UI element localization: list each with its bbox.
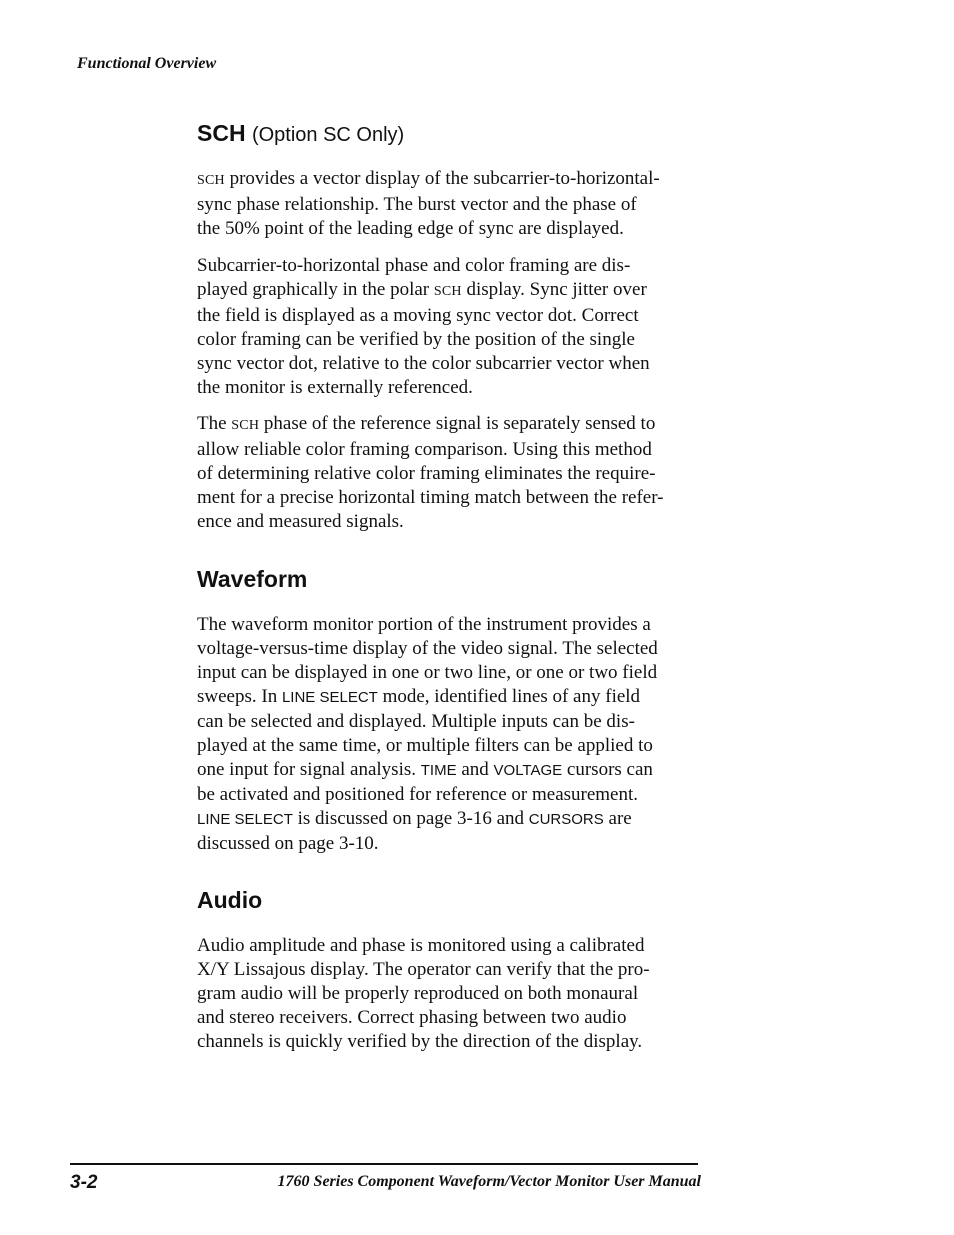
section-title-sch [197,120,404,147]
text-line [197,167,660,193]
text-run: display. Sync jitter over [461,279,647,300]
text-line: channels is quickly verified by the direction of the display. [197,1031,643,1052]
text-line: sync vector dot, relative to the color subcarrier vector when [197,353,650,374]
text-run: and [456,759,494,780]
text-line: and stereo receivers. Correct phasing between two audio [197,1007,627,1028]
text-run: cursors can [562,759,653,780]
text-run: The [197,413,232,434]
text-run: provides a vector display of the subcarrier-to-horizontal- [224,168,660,189]
text-line: color framing can be verified by the position of the single [197,329,635,350]
sch-subtitle: (Option SC Only) [251,124,405,146]
text-run: is discussed on page 3-16 and [292,808,529,829]
text-line: of determining relative color framing eliminates the require- [197,463,656,484]
text-line: played at the same time, or multiple filters can be applied to [197,735,653,756]
text-line: The waveform monitor portion of the instrument provides a [197,614,651,635]
sch-paragraph-3 [197,412,664,534]
text-line: Audio amplitude and phase is monitored using a calibrated [197,935,645,956]
text-line: discussed on page 3-10. [197,833,379,854]
text-line: sync phase relationship. The burst vector and the phase of [197,194,637,215]
text-run: phase of the reference signal is separately sensed to [259,413,656,434]
sch-term: SCH [433,284,462,299]
section-title-waveform: Waveform [197,566,308,592]
text-line: ence and measured signals. [197,511,404,532]
text-run: are [603,808,632,829]
sch-paragraph-1 [197,167,660,241]
text-line: input can be displayed in one or two line, or one or two field [197,662,658,683]
text-line: allow reliable color framing comparison. Using this method [197,439,652,460]
text-run: mode, identified lines of any field [377,686,641,707]
text-line: the field is displayed as a moving sync vector dot. Correct [197,305,639,326]
text-run: sweeps. In [197,686,282,707]
text-line: can be selected and displayed. Multiple inputs can be dis- [197,711,635,732]
sch-term: SCH [231,418,260,433]
audio-paragraph [197,934,650,1054]
manual-title: 1760 Series Component Waveform/Vector Monitor User Manual [277,1173,701,1190]
text-line [197,278,650,304]
text-line: ment for a precise horizontal timing match between the refer- [197,487,664,508]
text-line: X/Y Lissajous display. The operator can verify that the pro- [197,959,650,980]
text-run: one input for signal analysis. [197,759,421,780]
sch-title: SCH [197,120,246,146]
section-title-audio: Audio [197,887,263,913]
page-number: 3-2 [70,1172,98,1193]
sch-term: SCH [197,173,225,188]
time-term: TIME [420,762,457,779]
text-line [197,807,658,832]
text-line [197,758,658,783]
cursors-term: CURSORS [528,811,604,828]
waveform-paragraph [197,613,658,856]
text-line: voltage-versus-time display of the video signal. The selected [197,638,658,659]
running-head: Functional Overview [77,55,217,72]
sch-paragraph-2 [197,254,650,400]
text-line: the 50% point of the leading edge of sync are displayed. [197,218,624,239]
text-line: gram audio will be properly reproduced on both monaural [197,983,639,1004]
voltage-term: VOLTAGE [493,762,563,779]
text-line [197,412,664,438]
line-select-term: LINE SELECT [281,689,378,706]
footer-divider [70,1163,698,1165]
line-select-term: LINE SELECT [197,811,293,828]
text-line: the monitor is externally referenced. [197,377,473,398]
text-line [197,685,658,710]
text-line: Subcarrier-to-horizontal phase and color framing are dis- [197,255,631,276]
text-run: played graphically in the polar [197,279,434,300]
text-line: be activated and positioned for reference or measurement. [197,784,639,805]
